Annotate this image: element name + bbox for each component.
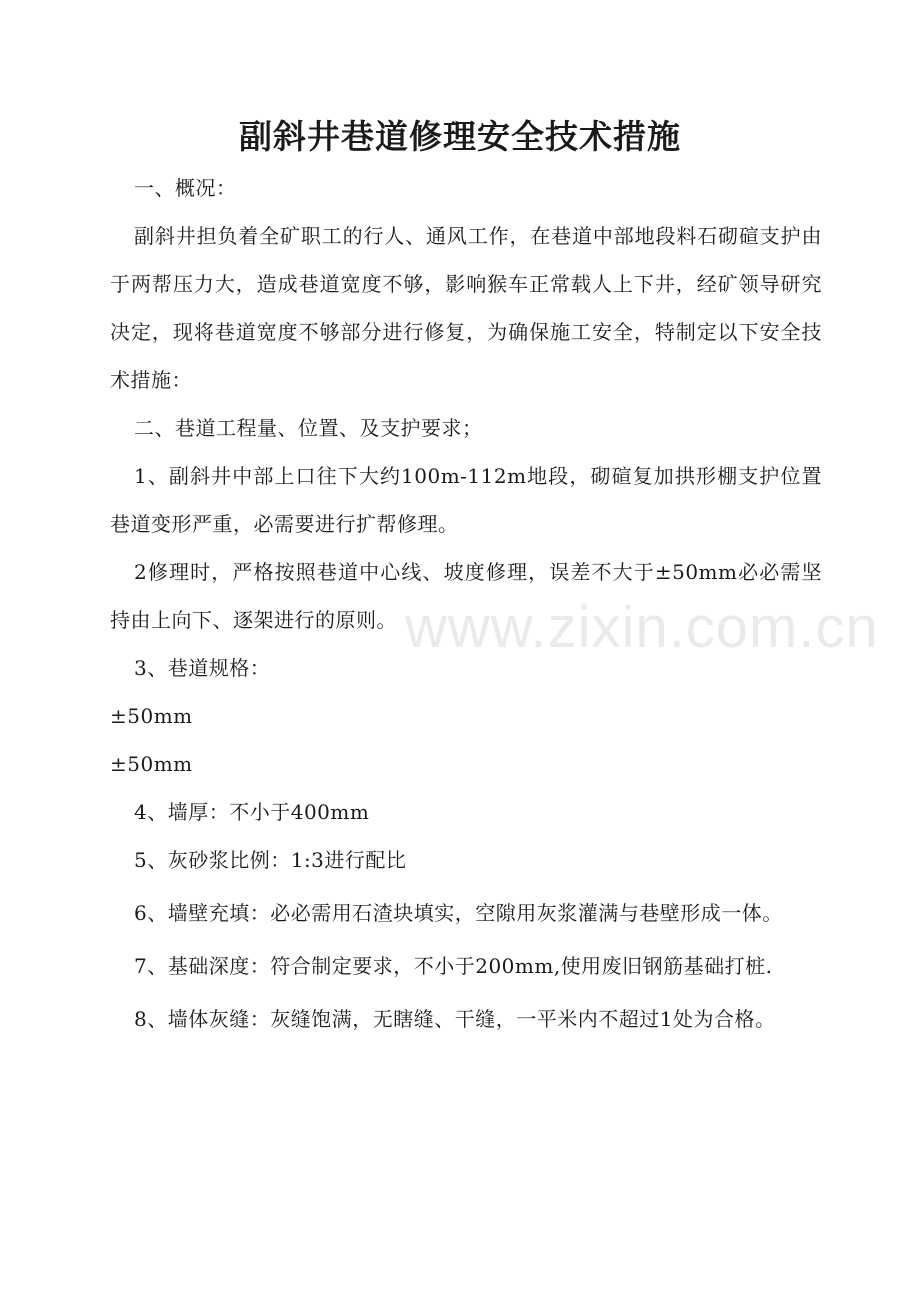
requirement-item-2: 2修理时，严格按照巷道中心线、坡度修理，误差不大于±50mm必必需坚持由上向下、逐架进行的原则。 bbox=[110, 560, 822, 632]
document-body bbox=[110, 164, 822, 692]
tolerance-line-2: ±50mm bbox=[110, 752, 193, 776]
requirement-item-3: 3、巷道规格： bbox=[134, 656, 271, 680]
tolerance-line-1: ±50mm bbox=[110, 704, 193, 728]
requirement-item-6: 6、墙壁充填：必必需用石渣块填实，空隙用灰浆灌满与巷壁形成一体。 bbox=[134, 901, 783, 925]
document-title: 副斜井巷道修理安全技术措施 bbox=[239, 117, 681, 156]
watermark-text: www.zixin.com.cn bbox=[405, 595, 879, 660]
section-heading-requirements: 二、巷道工程量、位置、及支护要求； bbox=[134, 416, 483, 440]
requirement-item-4: 4、墙厚：不小于400mm bbox=[134, 800, 370, 824]
requirement-item-1: 1、副斜井中部上口往下大约100m-112m地段，砌碹复加拱形棚支护位置巷道变形严重，必需要进行扩帮修理。 bbox=[110, 464, 822, 536]
overview-paragraph: 副斜井担负着全矿职工的行人、通风工作，在巷道中部地段料石砌碹支护由于两帮压力大，造成巷道宽度不够，影响猴车正常载人上下井，经矿领导研究决定，现将巷道宽度不够部分进行修复，为确保施工安全，特制定以下安全技术措施： bbox=[110, 224, 822, 392]
document-body-continued bbox=[110, 788, 822, 1043]
tolerance-lines bbox=[110, 692, 822, 788]
requirement-item-8: 8、墙体灰缝：灰缝饱满，无瞎缝、干缝，一平米内不超过1处为合格。 bbox=[134, 1007, 776, 1031]
requirement-item-7: 7、基础深度：符合制定要求，不小于200mm,使用废旧钢筋基础打桩. bbox=[134, 954, 773, 978]
requirement-item-5: 5、灰砂浆比例：1:3进行配比 bbox=[134, 848, 407, 872]
section-heading-overview: 一、概况： bbox=[134, 176, 237, 200]
